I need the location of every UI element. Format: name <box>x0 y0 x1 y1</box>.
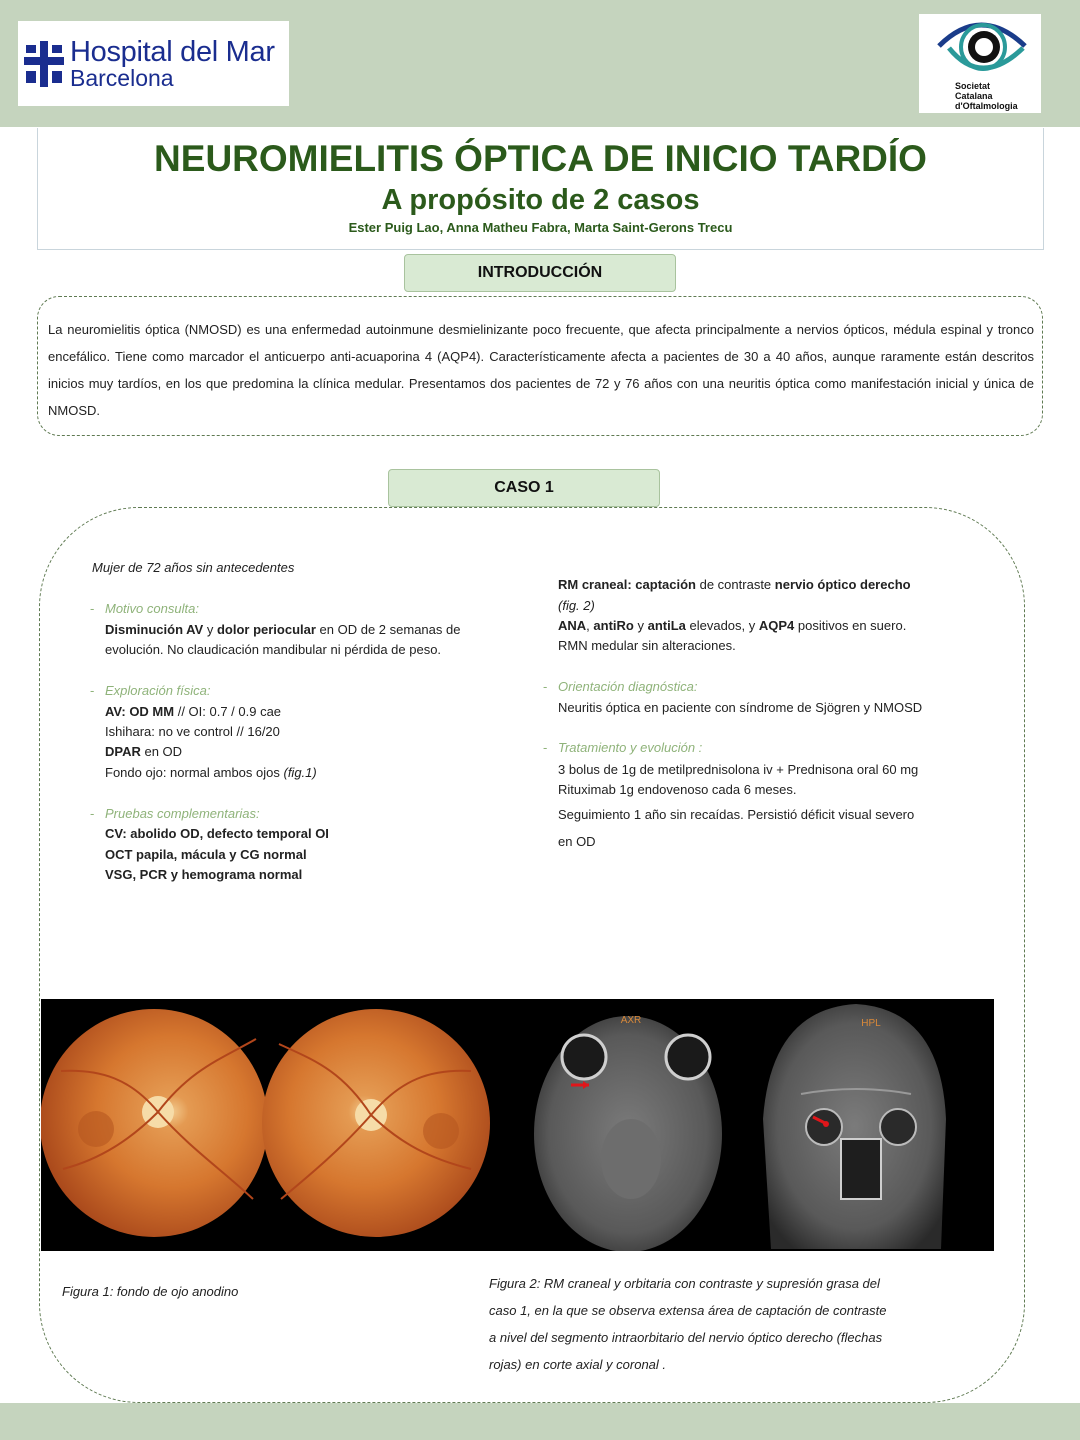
fundus-right-eye <box>41 1009 268 1237</box>
figure-2-caption: Figura 2: RM craneal y orbitaria con contraste y supresión grasa del caso 1, en la que se observa extensa área de captación de contraste a nivel del segmento intraorbitario del nervio óptico derecho (flechas rojas) en corte axial y coronal . <box>489 1276 887 1372</box>
bullet-dash: - <box>90 806 95 821</box>
mri-axial-label: AXR <box>620 1015 642 1026</box>
pruebas-line-2: OCT papila, mácula y CG normal <box>105 847 307 862</box>
figure-image-strip <box>41 999 994 1251</box>
seguimiento-line-1: Seguimiento 1 año sin recaídas. Persistió déficit visual severo <box>558 807 915 822</box>
dpar-line: DPAR en OD <box>105 744 183 759</box>
intro-text: La neuromielitis óptica (NMOSD) es una enfermedad autoinmune desmielinizante poco frecuente, que afecta principalmente a nervios ópticos, médula espinal y tronco encefálico. Tiene como marcador el anticuerpo anti-acuaporina 4 (AQP4). Característicamente afecta a pacientes de 30 a 40 años, aunque raramente están descritos inicios muy tardíos, en los que predomina la clínica medular. Presentamos dos pacientes de 72 y 76 años con una neuritis óptica como manifestación inicial y única de NMOSD. <box>48 322 1034 418</box>
case1-heading: CASO 1 <box>388 469 660 507</box>
mri-axial <box>534 1015 722 1251</box>
hospital-del-mar-logo <box>18 21 289 106</box>
societat-catalana-logo <box>919 14 1041 113</box>
bullet-dash: - <box>90 683 95 698</box>
intro-box <box>37 296 1043 436</box>
bottom-band <box>0 1403 1080 1440</box>
society-name: Societat Catalana d'Oftalmologia <box>955 81 1018 111</box>
poster-title: NEUROMIELITIS ÓPTICA DE INICIO TARDÍO <box>154 138 927 179</box>
eye-logo-icon <box>931 16 1031 86</box>
motivo-line-2: evolución. No claudicación mandibular ni pérdida de peso. <box>105 642 442 657</box>
tratamiento-label: Tratamiento y evolución : <box>558 740 703 755</box>
rm-line-1: RM craneal: captación de contraste nervio óptico derecho <box>558 577 911 592</box>
fundus-left-eye <box>262 1009 490 1237</box>
bullet-dash: - <box>90 601 95 616</box>
motivo-label: Motivo consulta: <box>105 601 199 616</box>
intro-heading: INTRODUCCIÓN <box>404 254 676 292</box>
hospital-city: Barcelona <box>70 65 174 91</box>
tratamiento-line-2: Rituximab 1g endovenoso cada 6 meses. <box>558 782 797 797</box>
title-block <box>37 128 1044 250</box>
rmn-line: RMN medular sin alteraciones. <box>558 638 736 653</box>
mri-coronal-label: HPL <box>861 1018 881 1029</box>
authors: Ester Puig Lao, Anna Matheu Fabra, Marta Saint-Gerons Trecu <box>348 220 733 235</box>
ana-line: ANA, antiRo y antiLa elevados, y AQP4 positivos en suero. <box>558 618 907 633</box>
pruebas-line-3: VSG, PCR y hemograma normal <box>105 867 303 882</box>
mri-coronal <box>763 1004 946 1249</box>
seguimiento-line-2: en OD <box>558 834 596 849</box>
bullet-dash: - <box>543 679 548 694</box>
figure-1-caption: Figura 1: fondo de ojo anodino <box>62 1284 239 1299</box>
av-line: AV: OD MM // OI: 0.7 / 0.9 cae <box>105 704 282 719</box>
rm-fig-ref: (fig. 2) <box>558 598 595 613</box>
exploracion-label: Exploración física: <box>105 683 211 698</box>
hospital-name: Hospital del Mar <box>70 36 275 68</box>
hospital-cross-icon <box>24 41 64 87</box>
tratamiento-line-1: 3 bolus de 1g de metilprednisolona iv + Prednisona oral 60 mg <box>558 762 919 777</box>
patient-description: Mujer de 72 años sin antecedentes <box>92 560 295 575</box>
bullet-dash: - <box>543 740 548 755</box>
pruebas-line-1: CV: abolido OD, defecto temporal OI <box>105 826 329 841</box>
orientacion-label: Orientación diagnóstica: <box>558 679 698 694</box>
orientacion-text: Neuritis óptica en paciente con síndrome de Sjögren y NMOSD <box>558 700 923 715</box>
fondo-line: Fondo ojo: normal ambos ojos (fig.1) <box>105 765 317 780</box>
poster-subtitle: A propósito de 2 casos <box>381 184 700 216</box>
ishihara-line: Ishihara: no ve control // 16/20 <box>105 724 280 739</box>
motivo-line-1: Disminución AV y dolor periocular en OD de 2 semanas de <box>105 622 461 637</box>
pruebas-label: Pruebas complementarias: <box>105 806 260 821</box>
fundus-and-mri-images <box>41 999 994 1251</box>
